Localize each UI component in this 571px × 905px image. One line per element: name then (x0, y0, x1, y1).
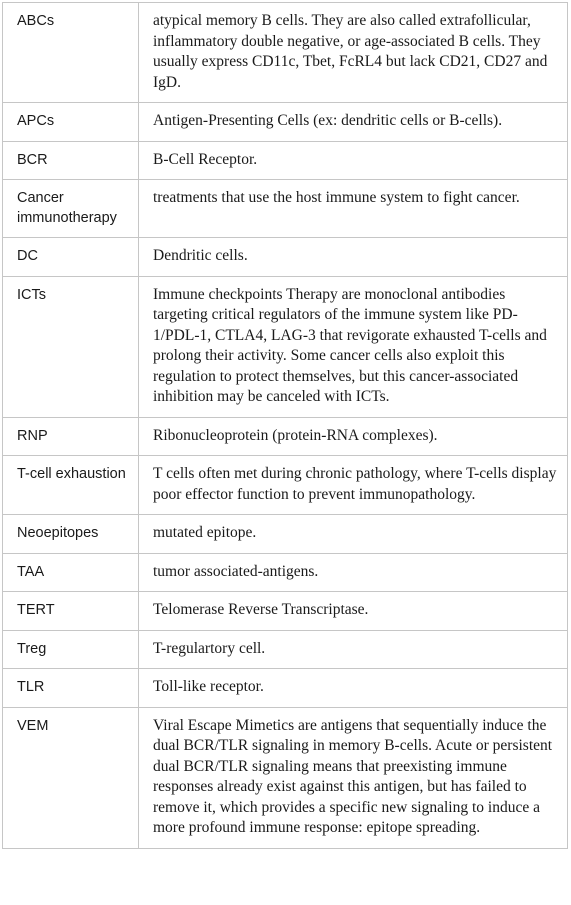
term-cell: Treg (3, 630, 139, 669)
table-row (3, 707, 568, 848)
table-row (3, 669, 568, 708)
definition-cell: atypical memory B cells. They are also called extrafollicular, inflammatory double negative, or age-associated B cells. They usually express CD11c, Tbet, FcRL4 but lack CD21, CD27 and IgD. (139, 3, 568, 103)
term-cell: TERT (3, 592, 139, 631)
definition-cell: Toll-like receptor. (139, 669, 568, 708)
table-row (3, 276, 568, 417)
term-cell: TLR (3, 669, 139, 708)
table-row (3, 515, 568, 554)
definition-cell: treatments that use the host immune system to fight cancer. (139, 180, 568, 238)
definition-cell: B-Cell Receptor. (139, 141, 568, 180)
definition-cell: Antigen-Presenting Cells (ex: dendritic cells or B-cells). (139, 103, 568, 142)
table-row (3, 592, 568, 631)
definition-cell: Immune checkpoints Therapy are monoclonal antibodies targeting critical regulators of the immune system like PD-1/PDL-1, CTLA4, LAG-3 that revigorate exhausted T-cells and prolong their activity. Some cancer cells also exploit this regulation to protect themselves, but this cancer-associated inhibition may be canceled with ICTs. (139, 276, 568, 417)
term-cell: Cancer immunotherapy (3, 180, 139, 238)
term-cell: VEM (3, 707, 139, 848)
term-cell: BCR (3, 141, 139, 180)
term-cell: TAA (3, 553, 139, 592)
table-row (3, 141, 568, 180)
definition-cell: Telomerase Reverse Transcriptase. (139, 592, 568, 631)
term-cell: Neoepitopes (3, 515, 139, 554)
term-cell: APCs (3, 103, 139, 142)
glossary-table (2, 2, 568, 849)
table-row (3, 417, 568, 456)
term-cell: T-cell exhaustion (3, 456, 139, 515)
definition-cell: T cells often met during chronic pathology, where T-cells display poor effector function to prevent immunopathology. (139, 456, 568, 515)
definition-cell: mutated epitope. (139, 515, 568, 554)
term-cell: ICTs (3, 276, 139, 417)
table-row (3, 630, 568, 669)
definition-cell: T-regulartory cell. (139, 630, 568, 669)
term-cell: DC (3, 238, 139, 277)
definition-cell: Ribonucleoprotein (protein-RNA complexes). (139, 417, 568, 456)
term-cell: ABCs (3, 3, 139, 103)
table-row (3, 180, 568, 238)
table-row (3, 103, 568, 142)
definition-cell: Viral Escape Mimetics are antigens that sequentially induce the dual BCR/TLR signaling in memory B-cells. Acute or persistent dual BCR/TLR signaling means that preexisting immune responses already exist against this antigen, but has failed to remove it, which provides a specific new signaling to induce a more profound immune response: epitope spreading. (139, 707, 568, 848)
term-cell: RNP (3, 417, 139, 456)
table-row (3, 3, 568, 103)
table-row (3, 238, 568, 277)
table-row (3, 553, 568, 592)
definition-cell: Dendritic cells. (139, 238, 568, 277)
table-row (3, 456, 568, 515)
definition-cell: tumor associated-antigens. (139, 553, 568, 592)
